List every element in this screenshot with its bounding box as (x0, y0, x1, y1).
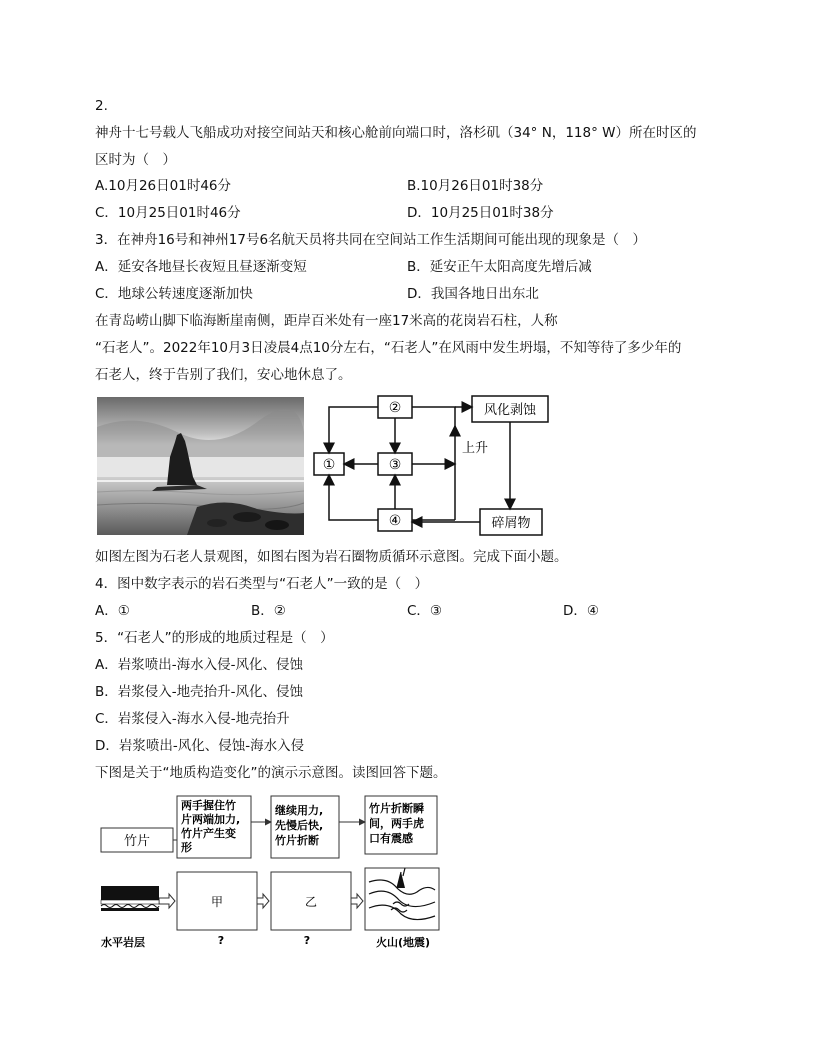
step2-line3: 竹片折断 (275, 834, 319, 847)
passage2: 下图是关于“地质构造变化”的演示示意图。读图回答下题。 (95, 765, 447, 781)
label-yi: 乙 (304, 895, 318, 909)
step1-line3: 竹片产生变 (181, 827, 236, 840)
passage1-line3: 石老人，终于告别了我们，安心地休息了。 (95, 367, 352, 383)
step2-line2: 先慢后快, (275, 819, 324, 832)
q2-option-d: D．10月25日01时38分 (407, 205, 554, 221)
node-1: ① (322, 457, 336, 473)
q4-option-c: C．③ (407, 603, 443, 619)
figure1-caption: 如图左图为石老人景观图，如图右图为岩石圈物质循环示意图。完成下面小题。 (95, 549, 568, 565)
q3-option-b: B．延安正午太阳高度先增后减 (407, 259, 592, 275)
step2-line1: 继续用力, (275, 804, 324, 817)
step1-line1: 两手握住竹 (181, 799, 236, 812)
q5-option-c: C．岩浆侵入-海水入侵-地壳抬升 (95, 711, 290, 727)
q3-option-c: C．地球公转速度逐渐加快 (95, 286, 253, 302)
node-weathering: 风化剥蚀 (483, 403, 537, 418)
q3-option-d: D．我国各地日出东北 (407, 286, 539, 302)
node-2: ② (388, 400, 402, 416)
label-horizontal-strata: 水平岩层 (101, 936, 145, 949)
q5-stem: 5．“石老人”的形成的地质过程是（ ） (95, 630, 334, 646)
q3-stem: 3．在神舟16号和神州17号6名航天员将共同在空间站工作生活期间可能出现的现象是（ ） (95, 232, 647, 248)
label-uplift: 上升 (462, 441, 489, 456)
node-debris: 碎屑物 (491, 516, 531, 531)
shilaoren-photo (97, 397, 304, 535)
q2-number: 2. (95, 98, 108, 114)
q2-option-c: C．10月25日01时46分 (95, 205, 241, 221)
step1-line2: 片两端加力, (181, 813, 241, 826)
step3-line2: 间，两手虎 (369, 817, 424, 830)
q2-stem-line2: 区时为（ ） (95, 152, 176, 168)
q2-option-b: B.10月26日01时38分 (407, 178, 544, 194)
step1-line4: 形 (181, 841, 192, 854)
node-3: ③ (388, 457, 402, 473)
q5-option-b: B．岩浆侵入-地壳抬升-风化、侵蚀 (95, 684, 304, 700)
q4-option-b: B．② (251, 603, 286, 619)
label-unknown-1: ? (217, 934, 225, 947)
passage1-line1: 在青岛崂山脚下临海断崖南侧，距岸百米处有一座17米高的花岗岩石柱，人称 (95, 313, 558, 329)
q5-option-a: A．岩浆喷出-海水入侵-风化、侵蚀 (95, 657, 303, 673)
rock-cycle-diagram (310, 390, 560, 540)
geologic-structure-diagram (97, 792, 457, 952)
q2-stem-line1: 神舟十七号载人飞船成功对接空间站天和核心舱前向端口时，洛杉矶（34° N，118° W）所在时区的 (95, 125, 697, 141)
step3-line1: 竹片折断瞬 (369, 802, 424, 815)
node-4: ④ (388, 513, 402, 529)
q5-option-d: D．岩浆喷出-风化、侵蚀-海水入侵 (95, 738, 305, 754)
q4-option-d: D．④ (563, 603, 599, 619)
q2-option-a: A.10月26日01时46分 (95, 178, 232, 194)
q4-option-a: A．① (95, 603, 130, 619)
passage1-line2: “石老人”。2022年10月3日凌晨4点10分左右，“石老人”在风雨中发生坍塌，不知等待了多少年的 (95, 340, 682, 356)
q4-stem: 4．图中数字表示的岩石类型与“石老人”一致的是（ ） (95, 576, 429, 592)
q3-option-a: A．延安各地昼长夜短且昼逐渐变短 (95, 259, 307, 275)
label-unknown-2: ? (303, 934, 311, 947)
label-bamboo: 竹片 (123, 834, 151, 849)
step3-line3: 口有震感 (369, 832, 413, 845)
label-volcano: 火山(地震) (375, 936, 431, 949)
label-jia: 甲 (210, 895, 224, 909)
